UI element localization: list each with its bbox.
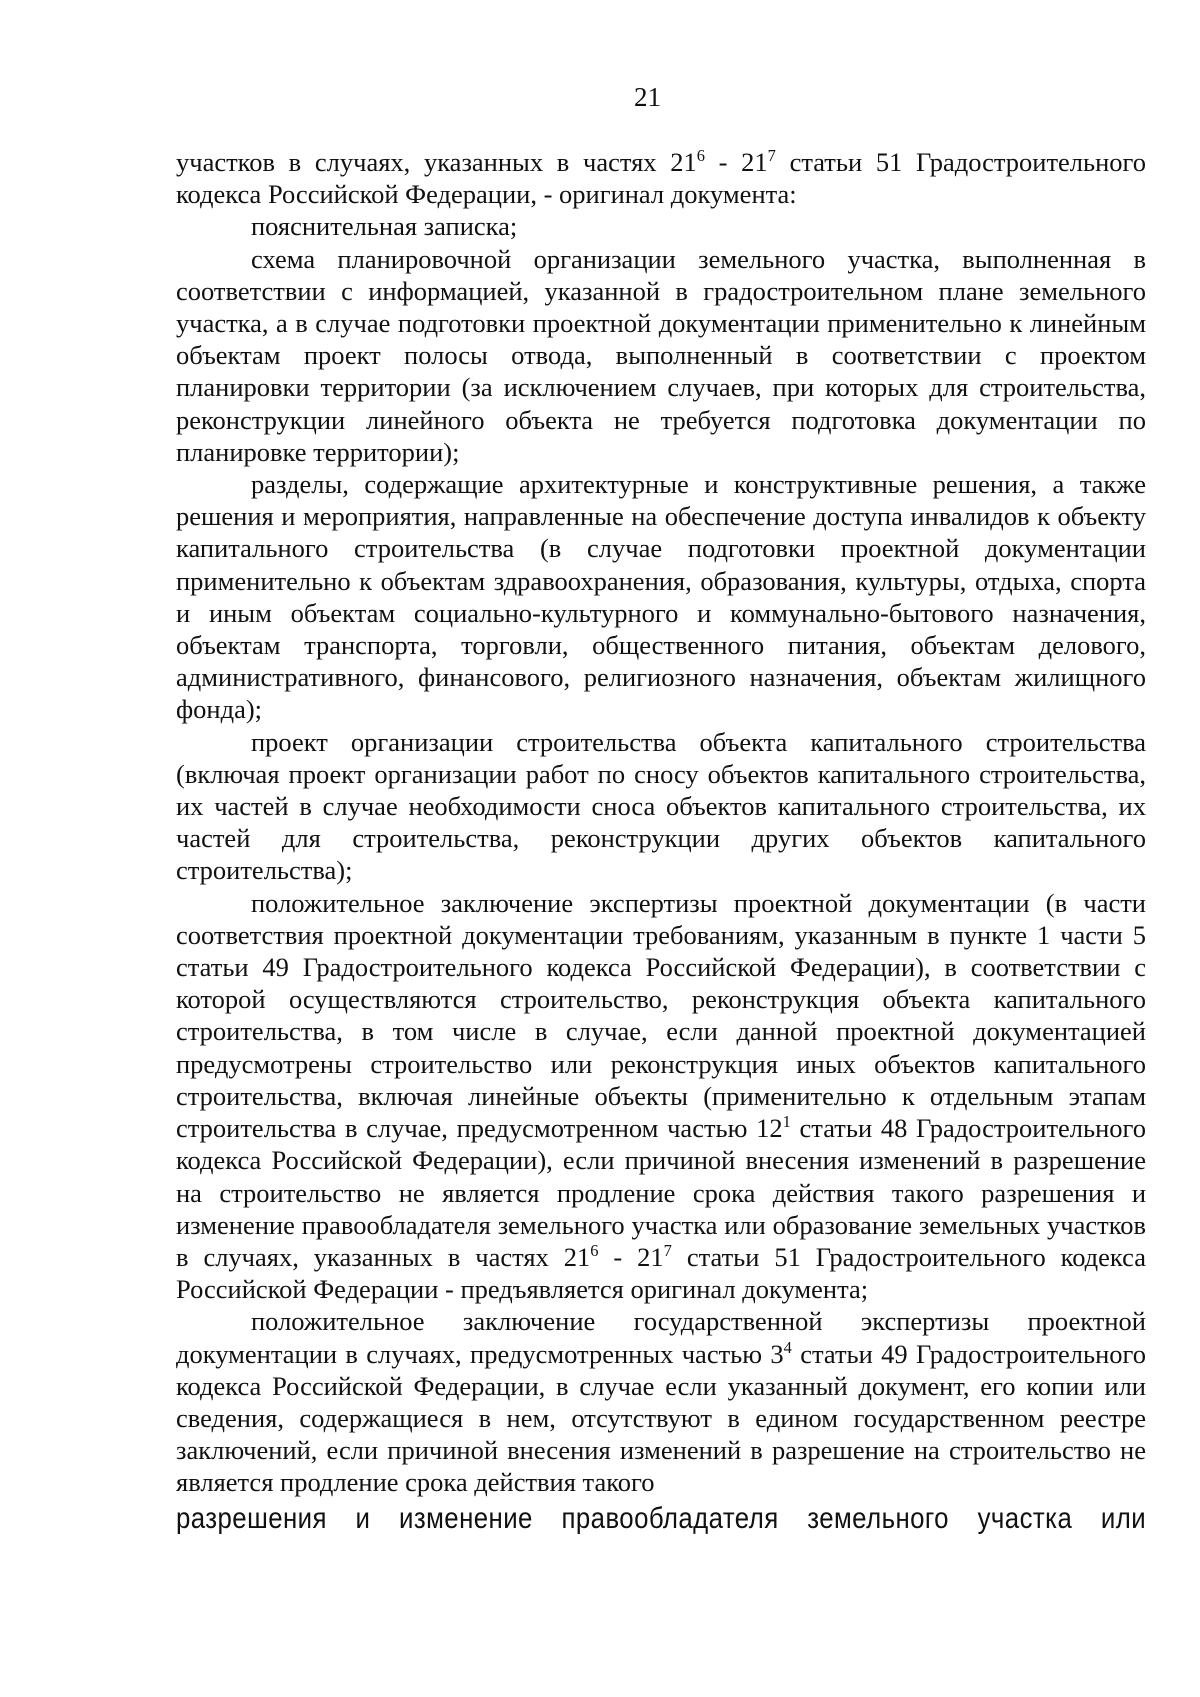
- text-run: разделы, содержащие архитектурные и конструктивные решения, а также решения и мероприятия, направленные на обеспечение доступа инвалидов к объекту капитального строительства (в случае подготовки проектной документации применительно к объектам здравоохранения, образования, культуры, отдыха, спорта и иным объектам социально-культурного и коммунально-бытового назначения, объектам транспорта, торговли, общественного питания, объектам делового, административного, финансового, религиозного назначения, объектам жилищного фонда);: [176, 469, 1146, 725]
- text-run: статьи 51 Градостроительного кодекса Российской Федерации - предъявляется оригинал документа;: [176, 1241, 1146, 1305]
- text-run: положительное заключение государственной экспертизы проектной документации в случаях, предусмотренных частью 3: [176, 1306, 1146, 1369]
- last-line-word: разрешения: [176, 1501, 327, 1535]
- last-line-word: и: [355, 1501, 371, 1535]
- paragraph: [176, 1305, 1146, 1498]
- superscript: 7: [663, 1241, 672, 1261]
- text-run: проект организации строительства объекта капитального строительства (включая проект организации работ по сносу объектов капитального строительства, их частей в случае необходимости сноса объектов капитального строительства, их частей для строительства, реконструкции других объектов капитального строительства);: [176, 726, 1146, 886]
- paragraph: [176, 243, 1146, 468]
- superscript: 4: [783, 1337, 792, 1357]
- document-body: [176, 146, 1146, 1539]
- text-run: участков в случаях, указанных в частях 21: [176, 147, 697, 177]
- paragraph: [176, 146, 1146, 210]
- page-number: 21: [634, 82, 661, 112]
- paragraph: [176, 210, 1146, 242]
- text-run: - 21: [598, 1241, 664, 1272]
- last-line-word: земельного: [807, 1501, 949, 1535]
- text-run: схема планировочной организации земельного участка, выполненная в соответствии с информацией, указанной в градостроительном плане земельного участка, а в случае подготовки проектной документации применительно к линейным объектам проект полосы отвода, выполненный в соответствии с проектом планировки территории (за исключением случаев, при которых для строительства, реконструкции линейного объекта не требуется подготовка документации по планировке территории);: [176, 243, 1146, 467]
- paragraph: [176, 468, 1146, 726]
- paragraph: [176, 726, 1146, 887]
- text-run: статьи 48 Градостроительного кодекса Российской Федерации), если причиной внесения изменений в разрешение на строительство не является продление срока действия такого разрешения и изменение правообладателя земельного участка или образование земельных участков в случаях, указанных в частях 21: [176, 1113, 1146, 1272]
- superscript: 7: [767, 146, 776, 166]
- text-run: пояснительная записка;: [251, 211, 518, 242]
- last-line-word: участка: [977, 1501, 1073, 1535]
- final-line: [176, 1499, 1146, 1539]
- paragraph: [176, 887, 1146, 1306]
- last-line-word: изменение: [399, 1501, 533, 1535]
- text-run: статьи 51 Градостроительного кодекса Российской Федерации, - оригинал документа:: [176, 147, 1146, 210]
- last-line-word: или: [1100, 1501, 1147, 1535]
- text-run: - 21: [704, 147, 768, 177]
- superscript: 6: [696, 146, 705, 166]
- text-run: статьи 49 Градостроительного кодекса Российской Федерации, в случае если указанный документ, его копии или сведения, содержащиеся в нем, отсутствуют в едином государственном реестре заключений, если причиной внесения изменений в разрешение на строительство не является продление срока действия такого: [176, 1338, 1146, 1498]
- last-line-word: правообладателя: [561, 1501, 779, 1535]
- superscript: 6: [590, 1241, 599, 1261]
- text-run: положительное заключение экспертизы проектной документации (в части соответствия проектной документации требованиям, указанным в пункте 1 части 5 статьи 49 Градостроительного кодекса Российской Федерации), в соответствии с которой осуществляются строительство, реконструкция объекта капитального строительства, в том числе в случае, если данной проектной документацией предусмотрены строительство или реконструкция иных объектов капитального строительства, включая линейные объекты (применительно к отдельным этапам строительства в случае, предусмотренном частью 12: [176, 887, 1146, 1144]
- superscript: 1: [782, 1112, 791, 1132]
